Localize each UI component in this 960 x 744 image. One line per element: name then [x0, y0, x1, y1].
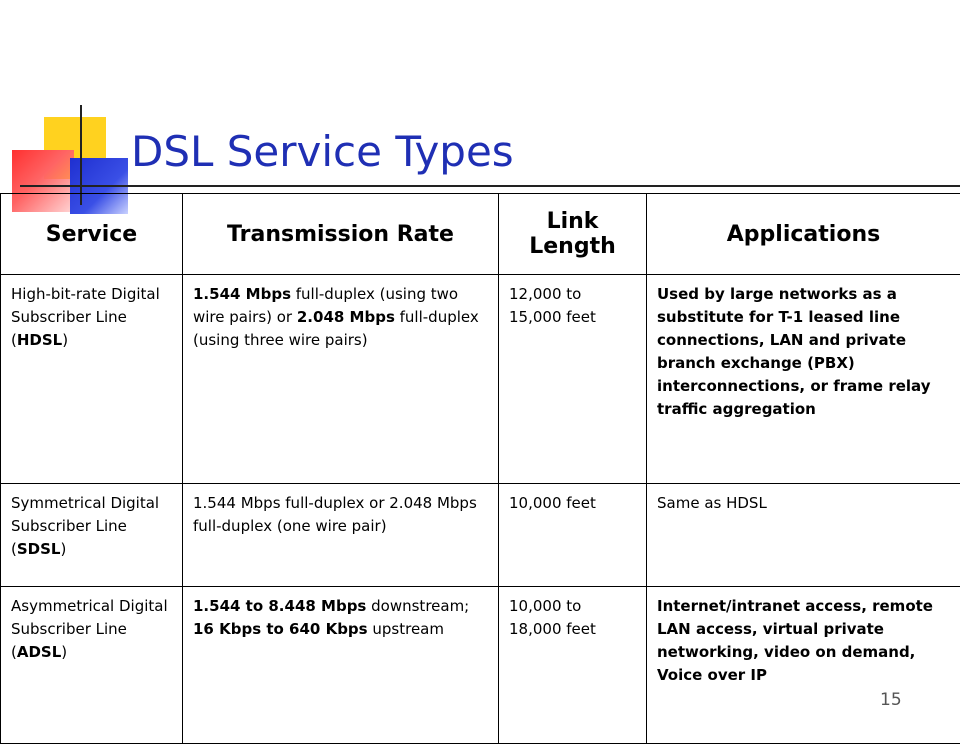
- rate-text: 1.544 Mbps full-duplex or 2.048 Mbps full-duplex (one wire pair): [193, 494, 477, 535]
- applications-cell: Internet/intranet access, remote LAN access, virtual private networking, video on demand, Voice over IP: [647, 587, 960, 744]
- service-name: High-bit-rate Digital Subscriber Line (: [11, 285, 160, 349]
- slide-title: DSL Service Types: [131, 127, 514, 176]
- rate-text: full-duplex (using three wire pairs): [193, 308, 479, 349]
- rate-text: 1.544 Mbps: [193, 285, 291, 303]
- rate-text: 1.544 to 8.448 Mbps: [193, 597, 366, 615]
- service-close-paren: ): [61, 643, 67, 661]
- transmission-rate-cell: [183, 484, 499, 587]
- slide-number: 15: [880, 690, 902, 710]
- dsl-table: [0, 193, 960, 744]
- service-close-paren: ): [60, 540, 66, 558]
- service-abbreviation: HDSL: [17, 331, 62, 349]
- header-link-length: Link Length: [499, 194, 647, 275]
- service-cell: [1, 484, 183, 587]
- table-row: [1, 275, 960, 484]
- transmission-rate-cell: [183, 275, 499, 484]
- applications-cell: Same as HDSL: [647, 484, 960, 587]
- service-name: Symmetrical Digital Subscriber Line (: [11, 494, 159, 558]
- decor-vertical-line: [80, 105, 82, 205]
- rate-text: full-duplex (using two wire pairs) or: [193, 285, 458, 326]
- header-service: Service: [1, 194, 183, 275]
- table-row: [1, 484, 960, 587]
- header-applications: Applications: [647, 194, 960, 275]
- service-cell: [1, 275, 183, 484]
- link-length-cell: 10,000 to 18,000 feet: [499, 587, 647, 744]
- decor-horizontal-line: [20, 185, 960, 187]
- service-name: Asymmetrical Digital Subscriber Line (: [11, 597, 168, 661]
- service-close-paren: ): [62, 331, 68, 349]
- service-abbreviation: ADSL: [17, 643, 61, 661]
- link-length-cell: 12,000 to 15,000 feet: [499, 275, 647, 484]
- rate-text: downstream;: [366, 597, 469, 615]
- table-header-row: [1, 194, 960, 275]
- link-length-cell: 10,000 feet: [499, 484, 647, 587]
- rate-text: 16 Kbps to 640 Kbps: [193, 620, 368, 638]
- header-transmission-rate: Transmission Rate: [183, 194, 499, 275]
- rate-text: upstream: [368, 620, 444, 638]
- applications-cell: Used by large networks as a substitute for T-1 leased line connections, LAN and private branch exchange (PBX) interconnections, or frame relay traffic aggregation: [647, 275, 960, 484]
- rate-text: 2.048 Mbps: [297, 308, 395, 326]
- service-abbreviation: SDSL: [17, 540, 61, 558]
